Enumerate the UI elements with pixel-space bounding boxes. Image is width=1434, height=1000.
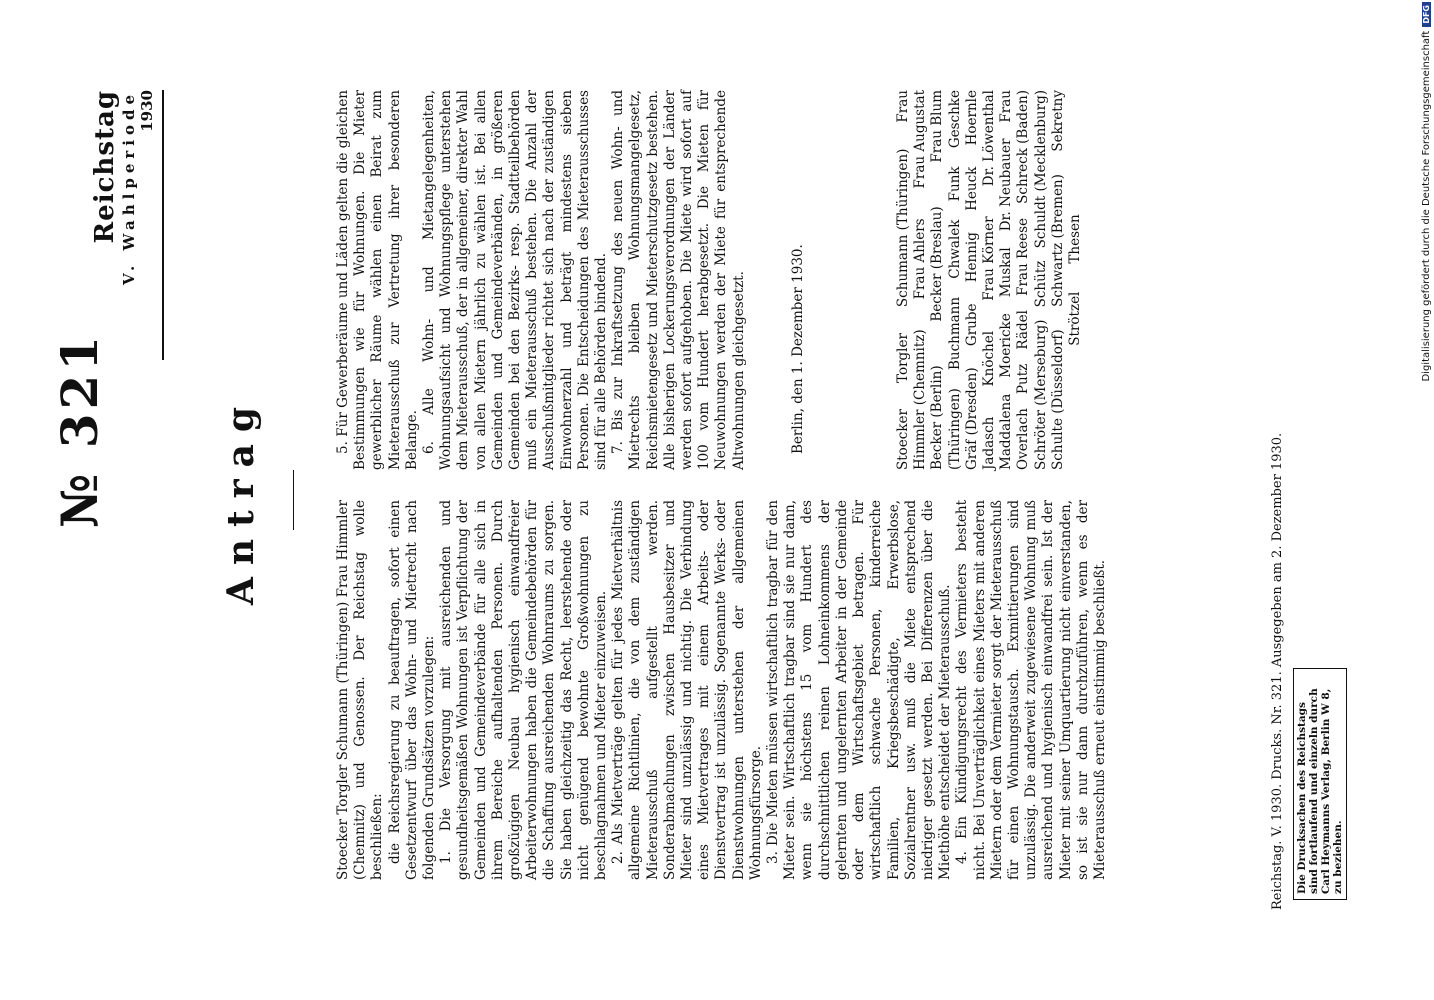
header-year: 1930 — [138, 90, 156, 132]
signatory-name: Moericke — [998, 313, 1015, 378]
signatory-row — [1050, 90, 1067, 470]
signatory-row — [929, 90, 946, 470]
paragraph-3: 3. Die Mieten müssen wirtschaftlich tragbar für den Mieter sein. Wirtschaftlich tragbar sind sie nur dann, wenn sie höchstens 15 vom Hundert des durchschnittlichen reinen Lohneinkommens der gelernten und ungelernten Arbeiter in der Gemeinde oder dem Wirtschaftsgebiet betragen. Für wirtschaftlich schwache Personen, kinderreiche Familien, Kriegsbeschädigte, Erwerbslose, Sozialrentner usw. muß die Miete entsprechend niedriger gesetzt werden. Bei Differenzen über die Miethöhe entscheidet der Mieterausschuß. — [765, 500, 954, 880]
signatory-name: Rädel — [1015, 310, 1032, 350]
header-rule — [162, 90, 164, 360]
paragraph-1: 1. Die Versorgung mit ausreichenden und gesundheitsgemäßen Wohnungen ist Verpflichtung der Gemeinden und Gemeindeverbände für alle sich in ihrem Bereiche aufhaltenden Personen. Durch großzügigen Neubau hygienisch einwandfreier Arbeiterwohnungen haben die Gemeindebehörden für die Schaffung ausreichenden Wohnraums zu sorgen. Sie haben gleichzeitig das Recht, leerstehende oder nicht genügend bewohnte Großwohnungen zu beschlagnahmen und Mieter einzuweisen. — [438, 500, 610, 880]
signatory-name: Himmler (Chemnitz) — [912, 329, 929, 470]
signatory-name: Buchmann — [946, 296, 963, 371]
signatory-name: Dr. Neubauer — [998, 138, 1015, 232]
signatory-name: Schwartz (Bremen) — [1049, 174, 1066, 307]
paragraph-7: 7. Bis zur Inkraftsetzung des neuen Wohn- und Mietrechts bleiben Wohnungsmangelgesetz, Reichsmietengesetz und Mieterschutzgesetz bestehen. Alle bisherigen Lockerungsverordnungen der Länder werden sofort aufgehoben. Die Miete wird sofort auf 100 vom Hundert herabgesetzt. Die Mieten für Neuwohnungen werden der Miete für entsprechende Altwohnungen gleichgesetzt. — [610, 90, 747, 470]
signatory-name: Geschke — [946, 90, 963, 149]
signatory-name: Frau Ahlers — [912, 218, 929, 300]
signatory-name: (Thüringen) — [946, 388, 963, 470]
signatory-row — [1015, 90, 1032, 470]
document-number: № 321 — [50, 331, 109, 529]
signatories-list — [895, 90, 1084, 470]
signatory-name: Becker (Berlin) — [929, 365, 946, 470]
signatory-name: Heuck — [963, 166, 980, 211]
signatory-row — [981, 90, 998, 470]
header-body: Reichstag — [90, 90, 120, 244]
signatory-name: Torgler — [895, 333, 911, 384]
signatory-name: Overlach — [1015, 408, 1032, 470]
signatory-name: Becker (Breslau) — [929, 206, 946, 322]
right-column — [335, 90, 748, 470]
signatory-name: Stoecker — [895, 409, 911, 470]
signatory-name: Frau — [895, 90, 911, 123]
signatory-name: Funk — [946, 166, 963, 202]
signatory-row — [1067, 90, 1084, 470]
signatory-name: Frau Körner — [981, 216, 998, 301]
signatory-name: Knöchel — [981, 330, 998, 387]
signatory-name: Muskal — [998, 247, 1015, 298]
signatory-name: Gräf (Dresden) — [963, 367, 980, 470]
signatory-name: Strötzel — [1067, 291, 1084, 346]
signatory-name: Schuldt (Mecklenburg) — [1032, 90, 1049, 249]
header-block — [90, 90, 164, 360]
signatory-name: Schütz — [1032, 260, 1049, 308]
signatory-name: Dr. Löwenthal — [981, 90, 998, 187]
digitization-note — [1421, 2, 1432, 992]
signatory-row — [998, 90, 1015, 470]
signatory-name: Thesen — [1067, 214, 1084, 264]
paragraph-6: 6. Alle Wohn- und Mietangelegenheiten, Wohnungsaufsicht und Wohnungspflege unterstehen dem Mieterausschuß, der in allgemeiner, direkter Wahl von allen Mietern jährlich zu wählen ist. Bei allen Gemeinden und Gemeindeverbänden, in größeren Gemeinden bei den Bezirks- resp. Stadtteilbehörden muß ein Mieterausschuß bestehen. Die Anzahl der Ausschußmitglieder richtet sich nach der zuständigen Einwohnerzahl und beträgt mindestens sieben Personen. Die Entscheidungen des Mieterausschusses sind für alle Behörden bindend. — [421, 90, 610, 470]
signatory-name: Schreck (Baden) — [1015, 90, 1032, 204]
footer-box: Die Drucksachen des Reichstags sind fortlaufend und einzeln durch Carl Heymanns Verlag, Berlin W 8, zu beziehen. — [1293, 668, 1347, 900]
digitization-text: Digitalisierung gefördert durch die Deutsche Forschungsgemeinschaft — [1421, 30, 1432, 382]
signatory-name: Maddalena — [998, 393, 1015, 470]
intro-paragraph: die Reichsregierung zu beauftragen, sofort einen Gesetzentwurf über das Wohn- und Mietrecht nach folgenden Grundsätzen vorzulegen: — [386, 500, 438, 880]
signatory-name: Frau Blum — [929, 90, 946, 163]
title-rule — [293, 470, 294, 530]
signatory-row — [964, 90, 981, 470]
dfg-logo-icon: DFG — [1422, 2, 1431, 27]
paragraph-5: 5. Für Gewerberäume und Läden gelten die gleichen Bestimmungen wie für Wohnungen. Die Mieter gewerblicher Räume wählen einen Beirat zum Mieterausschuß zur Vertretung ihrer besonderen Belange. — [335, 90, 420, 470]
signatory-row — [912, 90, 929, 470]
signatory-name: Putz — [1015, 363, 1032, 395]
signatory-name: Frau Augustat — [912, 90, 929, 189]
signatory-name: Chwalek — [946, 219, 963, 279]
signatory-name: Schulte (Düsseldorf) — [1049, 329, 1066, 470]
signatory-name: Frau — [998, 90, 1015, 123]
signatory-name: Schröter (Merseburg) — [1032, 319, 1049, 470]
sponsors-line: Stoecker Torgler Schumann (Thüringen) Frau Himmler (Chemnitz) und Genossen. Der Reichstag wolle beschließen: — [335, 500, 386, 880]
signatory-name: Sekretny — [1049, 90, 1066, 152]
signatory-name: Schumann (Thüringen) — [895, 148, 911, 308]
paragraph-2: 2. Als Mietverträge gelten für jedes Mietverhältnis allgemeine Richtlinien, die von dem zuständigen Mieterausschuß aufgestellt werden. Sonderabmachungen zwischen Hausbesitzer und Mieter sind unzulässig und nichtig. Die Verbindung eines Mietvertrages mit einem Arbeits- oder Dienstvertrag ist unzulässig. Sogenannte Werks- oder Dienstwohnungen unterstehen der allgemeinen Wohnungsfürsorge. — [610, 500, 764, 880]
signatory-name: Jadasch — [981, 416, 998, 470]
signatory-name: Hennig — [963, 232, 980, 283]
paragraph-4: 4. Ein Kündigungsrecht des Vermieters besteht nicht. Bei Unverträglichkeit eines Mieters mit anderen Mietern oder dem Vermieter sorgt der Mieterausschuß für einen Wohnungstausch. Exmittierungen sind unzulässig. Die anderweit zugewiesene Wohnung muß ausreichend und hygienisch einwandfrei sein. Ist der Mieter mit seiner Umquartierung nicht einverstanden, so ist sie nur dann durchzuführen, wenn es der Mieterausschuß erneut einstimmig beschließt. — [954, 500, 1108, 880]
signatory-name: Grube — [963, 303, 980, 347]
header-period: V. Wahlperiode — [120, 90, 138, 285]
footer-line: Reichstag. V. 1930. Drucks. Nr. 321. Ausgegeben am 2. Dezember 1930. — [1270, 432, 1285, 910]
signatory-row — [895, 90, 912, 470]
signatory-name: Hoernle — [963, 90, 980, 146]
document-title: Antrag — [220, 394, 262, 606]
left-column — [335, 500, 1109, 880]
signatory-row — [947, 90, 964, 470]
signatory-name: Frau Reese — [1015, 217, 1032, 296]
date-line: Berlin, den 1. Dezember 1930. — [790, 244, 806, 454]
signatory-row — [1033, 90, 1050, 470]
